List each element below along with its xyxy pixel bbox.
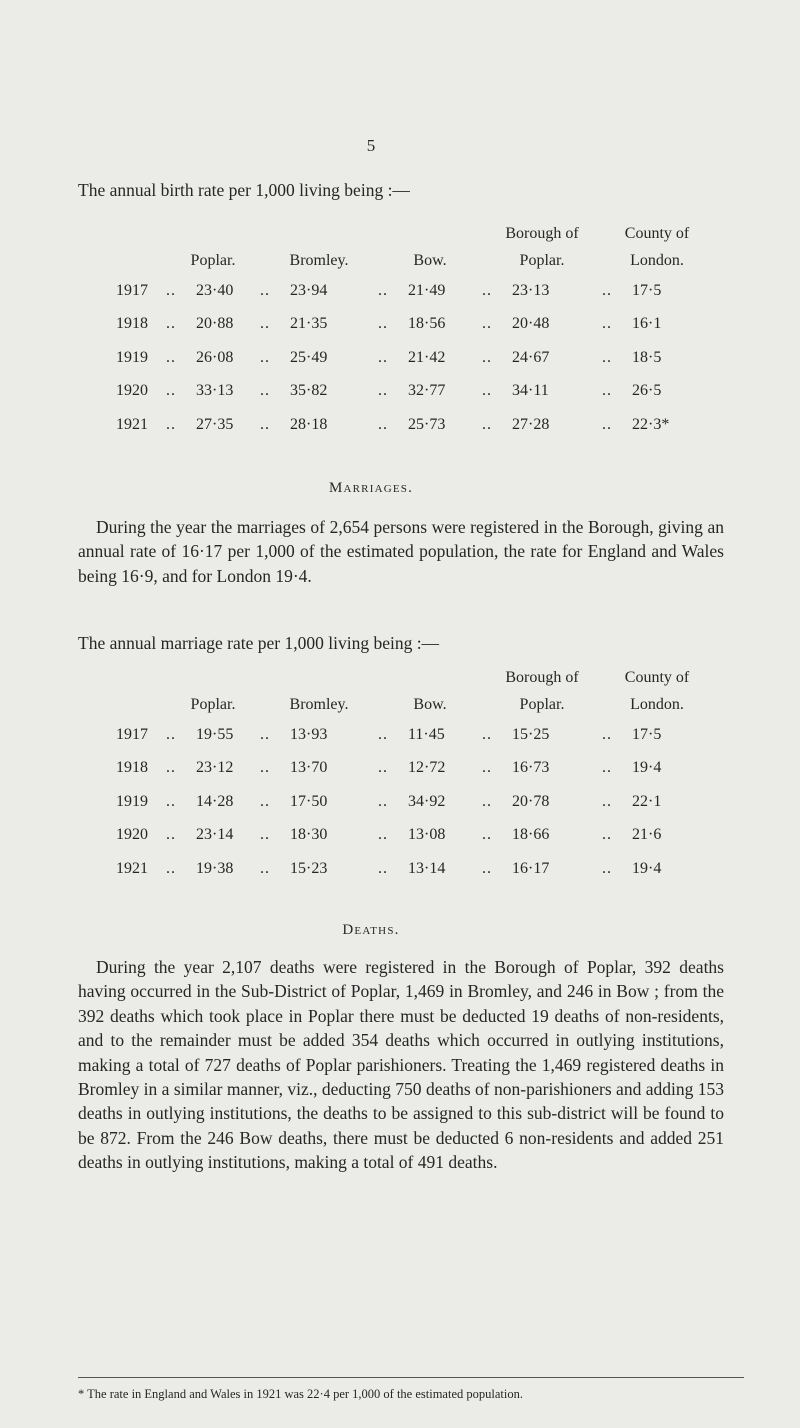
value-cell: 34·92 (408, 792, 446, 810)
value-cell: 19·55 (196, 725, 234, 743)
value-cell: 21·49 (408, 281, 446, 299)
table-row: 1917 .. 23·40 .. 23·94 .. 21·49 .. 23·13 .. 17·5 (116, 274, 712, 308)
column-header-bromley: Bromley. (289, 252, 349, 269)
column-header-poplar: Poplar. (190, 696, 236, 713)
value-cell: 12·72 (408, 759, 446, 777)
value-cell: 34·11 (512, 382, 549, 400)
year-cell: 1919 (116, 792, 148, 810)
page-number: 5 (366, 136, 376, 155)
table-header-row (116, 664, 712, 718)
year-cell: 1917 (116, 725, 148, 743)
birth-rate-table (116, 220, 712, 442)
marriages-heading: Marriages. (328, 480, 414, 496)
value-cell: 22·3* (632, 415, 670, 433)
value-cell: 20·88 (196, 315, 234, 333)
value-cell: 33·13 (196, 382, 234, 400)
table-row: 1918 .. 20·88 .. 21·35 .. 18·56 .. 20·48 .. 16·1 (116, 308, 712, 342)
value-cell: 21·6 (632, 826, 662, 844)
value-cell: 25·73 (408, 415, 446, 433)
table-row: 1920 .. 23·14 .. 18·30 .. 13·08 .. 18·66 .. 21·6 (116, 819, 712, 853)
value-cell: 23·12 (196, 759, 234, 777)
value-cell: 18·66 (512, 826, 550, 844)
value-cell: 16·73 (512, 759, 550, 777)
column-header-county: County of London. (624, 225, 690, 269)
value-cell: 21·35 (290, 315, 328, 333)
year-cell: 1921 (116, 859, 148, 877)
table-row: 1920 .. 33·13 .. 35·82 .. 32·77 .. 34·11 .. 26·5 (116, 375, 712, 409)
year-cell: 1918 (116, 759, 148, 777)
column-header-county: County of London. (624, 669, 690, 713)
value-cell: 11·45 (408, 725, 445, 743)
value-cell: 17·5 (632, 725, 662, 743)
value-cell: 16·17 (512, 859, 550, 877)
value-cell: 18·56 (408, 315, 446, 333)
value-cell: 23·40 (196, 281, 234, 299)
marriages-paragraph: During the year the marriages of 2,654 persons were registered in the Borough, giving an annual rate of 16·17 per 1,000 of the estimated population, the rate for England and Wales being 16·9, and for London 19·4. (78, 517, 724, 586)
footnote: * The rate in England and Wales in 1921 was 22·4 per 1,000 of the estimated population. (78, 1387, 523, 1401)
marriage-rate-intro: The annual marriage rate per 1,000 living being :— (78, 633, 440, 653)
value-cell: 15·23 (290, 859, 328, 877)
value-cell: 19·4 (632, 859, 662, 877)
marriage-rate-table (116, 664, 712, 886)
value-cell: 17·50 (290, 792, 328, 810)
table-row: 1919 .. 26·08 .. 25·49 .. 21·42 .. 24·67 .. 18·5 (116, 341, 712, 375)
value-cell: 32·77 (408, 382, 446, 400)
column-header-bromley: Bromley. (289, 696, 349, 713)
value-cell: 24·67 (512, 348, 550, 366)
value-cell: 27·28 (512, 415, 550, 433)
year-cell: 1919 (116, 348, 148, 366)
value-cell: 26·5 (632, 382, 662, 400)
value-cell: 13·93 (290, 725, 328, 743)
value-cell: 18·5 (632, 348, 662, 366)
value-cell: 25·49 (290, 348, 328, 366)
table-row: 1921 .. 27·35 .. 28·18 .. 25·73 .. 27·28 .. 22·3* (116, 408, 712, 442)
value-cell: 19·38 (196, 859, 234, 877)
year-cell: 1917 (116, 281, 148, 299)
value-cell: 20·48 (512, 315, 550, 333)
table-header-row (116, 220, 712, 274)
table-row: 1917 .. 19·55 .. 13·93 .. 11·45 .. 15·25 .. 17·5 (116, 718, 712, 752)
column-header-bow: Bow. (413, 252, 447, 269)
value-cell: 18·30 (290, 826, 328, 844)
value-cell: 13·08 (408, 826, 446, 844)
footnote-rule (78, 1377, 744, 1378)
year-cell: 1918 (116, 315, 148, 333)
table-row: 1918 .. 23·12 .. 13·70 .. 12·72 .. 16·73 .. 19·4 (116, 752, 712, 786)
value-cell: 13·14 (408, 859, 446, 877)
deaths-heading: Deaths. (342, 922, 400, 938)
table-row: 1919 .. 14·28 .. 17·50 .. 34·92 .. 20·78 .. 22·1 (116, 785, 712, 819)
column-header-borough: Borough of Poplar. (505, 225, 579, 269)
value-cell: 27·35 (196, 415, 234, 433)
year-cell: 1920 (116, 826, 148, 844)
column-header-poplar: Poplar. (190, 252, 236, 269)
column-header-bow: Bow. (413, 696, 447, 713)
column-header-borough: Borough of Poplar. (505, 669, 579, 713)
value-cell: 22·1 (632, 792, 662, 810)
value-cell: 16·1 (632, 315, 662, 333)
value-cell: 15·25 (512, 725, 550, 743)
value-cell: 26·08 (196, 348, 234, 366)
value-cell: 23·94 (290, 281, 328, 299)
value-cell: 20·78 (512, 792, 550, 810)
value-cell: 23·13 (512, 281, 550, 299)
value-cell: 28·18 (290, 415, 328, 433)
value-cell: 19·4 (632, 759, 662, 777)
year-cell: 1920 (116, 382, 148, 400)
value-cell: 21·42 (408, 348, 446, 366)
value-cell: 35·82 (290, 382, 328, 400)
value-cell: 17·5 (632, 281, 662, 299)
deaths-paragraph: During the year 2,107 deaths were registered in the Borough of Poplar, 392 deaths having occurred in the Sub-District of Poplar, 1,469 in Bromley, and 246 in Bow ; from the 392 deaths which took place in Poplar there must be deducted 19 deaths of non-residents, and to the remainder must be added 354 deaths which occurred in outlying institutions, making a total of 727 deaths of Poplar parishioners. Treating the 1,469 registered deaths in Bromley in a similar manner, viz., deducting 750 deaths of non-parishioners and adding 153 deaths in outlying institutions, the deaths to be assigned to this sub-district will be found to be 872. From the 246 Bow deaths, there must be deducted 6 non-residents and added 251 deaths in outlying institutions, making a total of 491 deaths. (78, 957, 724, 1173)
birth-rate-intro: The annual birth rate per 1,000 living being :— (78, 180, 410, 200)
value-cell: 13·70 (290, 759, 328, 777)
value-cell: 14·28 (196, 792, 234, 810)
value-cell: 23·14 (196, 826, 234, 844)
year-cell: 1921 (116, 415, 148, 433)
table-row: 1921 .. 19·38 .. 15·23 .. 13·14 .. 16·17 .. 19·4 (116, 852, 712, 886)
